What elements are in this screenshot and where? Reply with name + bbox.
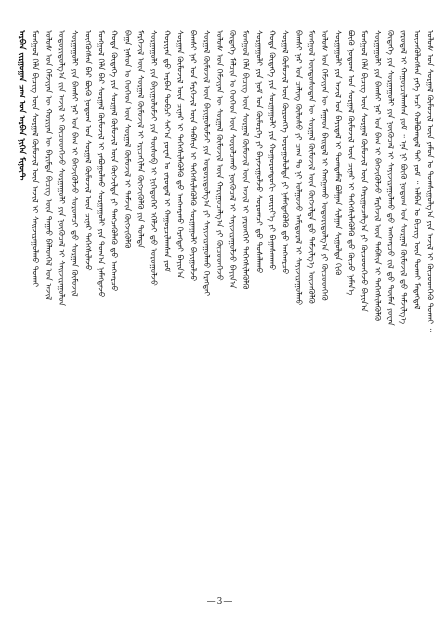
column-text: ᠪᠠᠭᠠ ᠨᠠᠰᠤᠨ ᠤ ᠬᠡᠦᠬᠡᠳ ᠦᠨ ᠰᠤᠷᠭᠠᠯ ᠬᠦᠮᠦᠵᠢᠯ ᠢ ᠳᠡᠮᠵᠢᠨ ᠬᠥᠭᠵᠢᠭᠦᠯᠬᠦ xyxy=(122,30,133,249)
column-text: ᠪᠠᠭᠰᠢ ᠨᠠᠷ ᠤᠨ ᠮᠡᠷᠭᠡᠵᠢᠯ ᠦᠨ ᠲᠡᠪᠰᠢᠨ ᠢ ᠳᠡᠭᠡᠭᠰᠢᠯᠡᠬᠦᠯᠬᠦ ᠰᠤᠷᠭᠠᠭᠤᠯᠢ ᠪᠠᠶᠢᠭᠤᠯᠵᠤ xyxy=(188,30,199,282)
column-text: ᠮᠣᠩᠭᠣᠯ ᠬᠡᠯᠡ ᠪᠡᠷ ᠰᠤᠷᠭᠠᠯ ᠬᠦᠮᠦᠵᠢᠯ ᠢ ᠶᠠᠪᠤᠭᠤᠯᠬᠤ ᠰᠤᠷᠭᠠᠭᠤᠯᠢ ᠶᠢᠨ ᠲᠤᠭ᠎ᠠ ᠨᠡᠮᠡᠭᠳᠡᠵᠦ xyxy=(96,30,107,298)
column-text: ᠤᠳᠤᠷᠢᠳᠤᠯᠭ᠎ᠠ ᠵᠢᠨ ᠠᠵᠢᠯ ᠢ ᠬᠦᠴᠦᠳᠬᠡᠵᠦ ᠰᠤᠷᠭᠠᠭᠤᠯᠢ ᠶᠢᠨ ᠨᠥᠬᠦᠴᠡᠯ ᠢ ᠰᠠᠢᠵᠢᠷᠠᠭᠤᠯᠤᠨ xyxy=(56,30,67,306)
text-column xyxy=(200,30,213,590)
text-column xyxy=(213,30,226,590)
text-column xyxy=(306,30,319,590)
text-column xyxy=(108,30,121,590)
column-text: ᠬᠣᠲᠠ ᠬᠥᠳᠡᠭᠡ ᠶᠢᠨ ᠰᠤᠷᠭᠠᠭᠤᠯᠢ ᠶᠢᠨ ᠬᠣᠭᠤᠷᠤᠨᠳᠤᠬᠢ ᠵᠥᠷᠢᠶ᠎ᠡ ᠶᠢ ᠪᠠᠭᠠᠰᠬᠠᠬᠤ xyxy=(267,30,278,271)
text-column xyxy=(134,30,147,590)
page-number: —3— xyxy=(206,597,234,607)
text-column xyxy=(253,30,266,590)
text-column xyxy=(398,30,411,590)
column-text: ᠮᠣᠩᠭᠣᠯ ᠬᠡᠯᠡ ᠪᠢᠴᠢᠭ ᠦᠨ ᠰᠤᠷᠭᠠᠯ ᠬᠦᠮᠦᠵᠢᠯ ᠦᠨ ᠠᠵᠢᠯ ᠢ ᠶᠡᠷᠦᠩᠬᠡᠢ ᠳᠡᠭᠡᠭᠰᠢᠯᠡᠬᠦᠯᠬᠦ xyxy=(241,30,252,290)
column-text: ᠰᠤᠷᠭᠠᠭᠤᠯᠢ ᠶᠢᠨ ᠪᠠᠭᠰᠢ ᠨᠠᠷ ᠤᠨ ᠪᠠᠭ ᠢ ᠪᠡᠬᠵᠢᠬᠦᠯᠵᠦ ᠰᠤᠷᠤᠭᠴᠢ ᠳ᠋ᠤ ᠰᠤᠷᠭᠠᠨ ᠬᠦᠮᠦᠵᠢᠯ xyxy=(70,30,81,297)
column-text: ᠪᠠᠭᠰᠢ ᠨᠠᠷ ᠤᠨ ᠴᠠᠯᠢᠩ ᠬᠥᠯᠥᠰᠦ ᠶᠢ ᠴᠠᠭ ᠲᠤ ᠨᠢ ᠣᠯᠭᠤᠵᠤ ᠠᠮᠢᠳᠤᠷᠠᠯ ᠢ ᠰᠠᠶᠢᠵᠢᠷᠠᠭᠤᠯᠬᠤ xyxy=(293,30,304,306)
text-column xyxy=(174,30,187,590)
text-column xyxy=(411,30,424,590)
text-column xyxy=(82,30,95,590)
text-column xyxy=(358,30,371,590)
column-text: ᠰᠤᠷᠭᠠᠯ ᠬᠦᠮᠦᠵᠢᠯ ᠦᠨ ᠬᠥᠷᠥᠩᠭᠡ ᠣᠷᠤᠭᠤᠯᠤᠯᠲᠠ ᠶᠢ ᠨᠡᠮᠡᠭᠳᠡᠭᠦᠯᠬᠦ ᠳ᠋ᠤ ᠠᠩᠬᠠᠷᠴᠤ xyxy=(280,30,291,275)
column-text: ᠵᠠᠷᠤᠳᠠᠯ ᠢ ᠬᠠᠭᠤᠷᠴᠢᠯᠠᠭᠰᠠᠨ ᠶᠤᠮ ᠃ ᠡᠨᠡ ᠨᠢ ᠪᠦᠬᠦ ᠨᠤᠲᠤᠭ ᠤᠨ ᠰᠤᠷᠭᠠᠯ ᠬᠦᠮᠦᠵᠢᠯ ᠳ᠋ᠤ ᠳᠡᠮᠵᠢᠯᠭ᠎ᠡ xyxy=(399,30,410,325)
column-text: ᠮᠡᠷᠭᠡᠵᠢᠯ ᠦᠨ ᠰᠤᠷᠭᠠᠯ ᠬᠦᠮᠦᠵᠢᠯ ᠢ ᠡᠷᠢᠴᠡᠭᠢᠯᠡᠨ ᠬᠥᠭᠵᠢᠭᠦᠯᠬᠦ ᠶᠢᠨ ᠲᠤᠯᠠᠳᠠ xyxy=(135,30,146,249)
text-column xyxy=(95,30,108,590)
column-text: ᠬᠥᠳᠡᠭᠡ ᠮᠠᠯᠴᠢᠨ ᠤ ᠬᠡᠦᠬᠡᠳ ᠦᠨ ᠰᠤᠷᠤᠯᠴᠠᠬᠤ ᠨᠥᠬᠦᠴᠡᠯ ᠢ ᠰᠠᠶᠢᠵᠢᠷᠠᠭᠤᠯᠵᠤ ᠪᠠᠶᠢᠨ᠎ᠠ xyxy=(228,30,239,289)
text-column xyxy=(148,30,161,590)
text-column xyxy=(292,30,305,590)
column-text: ᠰᠤᠷᠭᠠᠭᠤᠯᠢ ᠶᠢᠨ ᠪᠠᠭᠰᠢ ᠨᠠᠷ ᠤᠨ ᠪᠠᠭ ᠢ ᠪᠡᠬᠵᠢᠬᠦᠯᠵᠦ ᠮᠡᠷᠭᠡᠵᠢᠯ ᠦᠨ ᠲᠡᠪᠰᠢᠨ ᠢ ᠳᠡᠭᠡᠭᠰᠢᠯᠡᠬᠦᠯᠬᠦ xyxy=(372,30,383,322)
column-text: ᠮᠣᠩᠭᠣᠯ ᠬᠡᠯᠡ ᠪᠢᠴᠢᠭ ᠦᠨ ᠰᠤᠷᠭᠠᠯ ᠬᠦᠮᠦᠵᠢᠯ ᠦᠨ ᠬᠠᠷᠢᠭᠤᠴᠠᠯᠭ᠎ᠠ ᠶᠢ ᠬᠦᠴᠦᠳᠬᠡᠵᠦ ᠪᠠᠶᠢᠨ᠎ᠠ xyxy=(359,30,370,312)
text-column xyxy=(371,30,384,590)
text-column xyxy=(345,30,358,590)
column-text: ᠥᠭᠭᠦᠭᠰᠡᠨ ᠪᠠᠷ ᠪᠦᠬᠦ ᠨᠤᠲᠤᠭ ᠤᠨ ᠰᠤᠷᠭᠠᠯ ᠬᠦᠮᠦᠵᠢᠯ ᠦᠨ ᠴᠢᠨᠠᠷ ᠳᠡᠭᠡᠭᠰᠢᠯᠡᠵᠦ xyxy=(83,30,94,271)
column-heading xyxy=(16,30,29,590)
column-text: ᠰᠤᠷᠭᠠᠭᠤᠯᠢ ᠶᠢᠨ ᠨᠣᠮ ᠤᠨ ᠬᠥᠮᠥᠷᠭᠡ ᠶᠢ ᠪᠠᠶᠠᠵᠢᠭᠤᠯᠵᠤ ᠰᠤᠷᠤᠭᠴᠢ ᠳ᠋ᠤ ᠲᠤᠰᠠᠯᠠᠬᠤ xyxy=(254,30,265,274)
text-column xyxy=(279,30,292,590)
column-text: ᠤᠯᠤᠰ ᠤᠨ ᠰᠤᠷᠭᠠᠯ ᠬᠦᠮᠦᠵᠢᠯ ᠦᠨ ᠶᠠᠮᠤᠨ ᠤ ᠲᠤᠭᠰᠢᠭᠤᠯᠭ᠎ᠠ ᠶᠢᠨ ᠠᠵᠢᠯ ᠢ ᠬᠦᠴᠦᠳᠬᠡᠬᠦ ᠲᠤᠬᠠᠢ ᠃ xyxy=(425,30,436,333)
column-text: ᠤᠯᠤᠰ ᠤᠨ ᠬᠡᠮᠵᠢᠶᠡᠨ ᠦ ᠮᠠᠭᠠᠳ ᠪᠠᠢᠳᠠᠯ ᠢ ᠬᠠᠩᠭᠠᠬᠤ ᠤᠳᠤᠷᠢᠳᠤᠯᠭ᠎ᠠ ᠶᠢ ᠬᠦᠴᠦᠳᠬᠡᠬᠦ xyxy=(320,30,331,301)
text-column xyxy=(29,30,42,590)
text-column xyxy=(385,30,398,590)
text-column xyxy=(227,30,240,590)
text-column xyxy=(69,30,82,590)
column-text: ᠦᠵᠡᠭᠦᠯᠦᠭᠰᠡᠨ ᠶᠡᠬᠡ ᠠᠴᠢ ᠬᠣᠯᠪᠣᠭᠳᠠᠯ ᠲᠠᠢ ᠶᠤᠮ ᠃ ᠠᠯᠪᠠᠨ ᠤ ᠪᠢᠴᠢᠭ ᠦᠨ ᠲᠤᠬᠠᠢ ᠮᠡᠳᠡᠭᠳᠡᠯ xyxy=(412,30,423,310)
text-column xyxy=(42,30,55,590)
text-column xyxy=(266,30,279,590)
column-text: ᠬᠤᠷᠢᠶᠠᠨ ᠳ᠋ᠤ ᠠᠷᠪᠠᠨ ᠲᠣᠪᠴᠢ ᠰᠠᠶ᠎ᠠ ᠶᠤᠸᠠᠨ ᠤ ᠵᠠᠷᠤᠳᠠᠯ ᠢ ᠬᠠᠭᠤᠷᠴᠢᠯᠠᠭᠰᠠᠨ ᠶᠤᠮ xyxy=(162,30,173,273)
column-text: ᠰᠤᠷᠭᠠᠭᠤᠯᠢ ᠶᠢᠨ ᠠᠵᠢᠯ ᠤᠨ ᠪᠠᠶᠢᠳᠠᠯ ᠢ ᠲᠣᠭᠲᠠᠮᠠᠯ ᠪᠤᠯᠭᠠᠨ ᠰᠢᠯᠭᠠᠨ ᠰᠢᠭᠤᠯᠲᠠ ᠬᠢᠬᠦ xyxy=(333,30,344,276)
text-column xyxy=(161,30,174,590)
column-text: ᠠᠷᠪᠠᠨ ᠵᠢᠷᠭᠤᠭᠠᠨ ᠴᠠᠭ ᠤᠨ ᠠᠷᠪᠠᠨ ᠨᠢᠭᠡᠨ ᠮᠢᠨᠦ᠋ᠲ xyxy=(17,30,28,181)
column-text: ᠬᠥᠳᠡᠭᠡ ᠶᠢᠨ ᠰᠤᠷᠭᠠᠭᠤᠯᠢ ᠶᠢᠨ ᠨᠥᠬᠦᠴᠡᠯ ᠢ ᠰᠠᠶᠢᠵᠢᠷᠠᠭᠤᠯᠬᠤ ᠳ᠋ᠤ ᠠᠩᠬᠠᠷᠴᠤ ᠵᠢᠯ ᠳ᠋ᠤ ᠲᠦᠮᠡᠨ ᠶᠤᠸᠠᠨ xyxy=(386,30,397,326)
column-text: ᠰᠤᠷᠭᠠᠯ ᠬᠦᠮᠦᠵᠢᠯ ᠦᠨ ᠪᠠᠶᠢᠭᠤᠯᠤᠮᠵᠢ ᠶᠢᠨ ᠤᠳᠤᠷᠢᠳᠤᠯᠭ᠎ᠠ ᠶᠢ ᠰᠠᠶᠢᠵᠢᠷᠠᠭᠤᠯᠬᠤ ᠬᠡᠷᠡᠭᠲᠡᠢ xyxy=(201,30,212,297)
text-column xyxy=(319,30,332,590)
text-column xyxy=(121,30,134,590)
column-text: ᠰᠤᠷᠭᠠᠭᠤᠯᠢ ᠶᠢᠨ ᠪᠠᠶᠢᠭᠤᠯᠤᠮᠵᠢ ᠶᠢᠨ ᠲᠥᠰᠦᠪ ᠢ ᠨᠢᠭᠡᠳᠦᠭᠡᠷ ᠡᠭᠡᠯᠵᠢ ᠳ᠋ᠤ ᠣᠷᠤᠭᠤᠯᠵᠤ xyxy=(149,30,160,286)
text-column xyxy=(424,30,437,590)
column-text: ᠰᠤᠷᠭᠠᠨ ᠬᠦᠮᠦᠵᠢᠯ ᠦᠨ ᠴᠢᠨᠠᠷ ᠢ ᠳᠡᠭᠡᠭᠰᠢᠯᠡᠬᠦᠯᠬᠦ ᠳ᠋ᠤ ᠠᠩᠬᠠᠷᠬᠤ ᠬᠡᠷᠡᠭᠲᠡᠢ ᠪᠠᠶᠢᠨ᠎ᠠ xyxy=(175,30,186,279)
column-text: ᠤᠯᠤᠰ ᠤᠨ ᠬᠡᠮᠵᠢᠶᠡᠨ ᠦ ᠰᠤᠷᠭᠠᠯ ᠬᠦᠮᠦᠵᠢᠯ ᠦᠨ ᠬᠠᠷᠢᠭᠤᠴᠠᠯᠭ᠎ᠠ ᠶᠢ ᠬᠦᠴᠦᠳᠬᠡᠵᠦ xyxy=(214,30,225,281)
column-text: ᠤᠯᠤᠰ ᠤᠨ ᠬᠡᠮᠵᠢᠶᠡᠨ ᠦ ᠬᠤᠷᠢᠶᠠᠨ ᠦ ᠪᠠᠷᠢᠮᠲᠠ ᠪᠢᠴᠢᠭ ᠦᠨ ᠳᠠᠭᠠᠤ ᠪᠡᠯᠡᠳᠬᠡᠯ ᠤᠨ ᠠᠵᠢᠯ xyxy=(43,30,54,301)
text-column xyxy=(240,30,253,590)
column-text: ᠮᠣᠩᠭᠣᠯ ᠦᠨᠳᠦᠰᠦᠲᠡᠨ ᠦ ᠰᠤᠷᠭᠠᠯ ᠬᠦᠮᠦᠵᠢᠯ ᠦᠨ ᠬᠥᠭᠵᠢᠯᠲᠡ ᠳ᠋ᠤ ᠳᠡᠮᠵᠢᠯᠭ᠎ᠡ ᠦᠵᠡᠭᠦᠯᠬᠦ xyxy=(307,30,318,304)
text-column xyxy=(55,30,68,590)
column-text: ᠮᠣᠩᠭᠣᠯ ᠬᠡᠯᠡ ᠪᠢᠴᠢᠭ ᠦᠨ ᠰᠤᠷᠭᠠᠯ ᠬᠦᠮᠦᠵᠢᠯ ᠦᠨ ᠠᠵᠢᠯ ᠢ ᠰᠠᠢᠵᠢᠷᠠᠭᠤᠯᠬᠤ ᠲᠤᠬᠠᠢ xyxy=(30,30,41,288)
column-text: ᠬᠣᠲᠠ ᠬᠥᠳᠡᠭᠡ ᠶᠢᠨ ᠰᠤᠷᠭᠠᠯ ᠬᠦᠮᠦᠵᠢᠯ ᠦᠨ ᠬᠥᠭᠵᠢᠯᠲᠡ ᠶᠢ ᠲᠡᠩᠴᠡᠭᠦᠯᠡᠬᠦ ᠳ᠋ᠤ ᠠᠩᠬᠠᠷᠴᠤ xyxy=(109,30,120,292)
text-column xyxy=(187,30,200,590)
column-text: ᠪᠦᠬᠦ ᠨᠤᠲᠤᠭ ᠤᠨ ᠰᠤᠷᠭᠠᠯ ᠬᠦᠮᠦᠵᠢᠯ ᠦᠨ ᠴᠢᠨᠠᠷ ᠢ ᠳᠡᠭᠡᠭᠰᠢᠯᠡᠬᠦᠯᠬᠦ ᠳ᠋ᠤ ᠬᠦᠴᠦ ᠨᠡᠮᠡᠨ᠎ᠡ xyxy=(346,30,357,296)
text-column xyxy=(332,30,345,590)
